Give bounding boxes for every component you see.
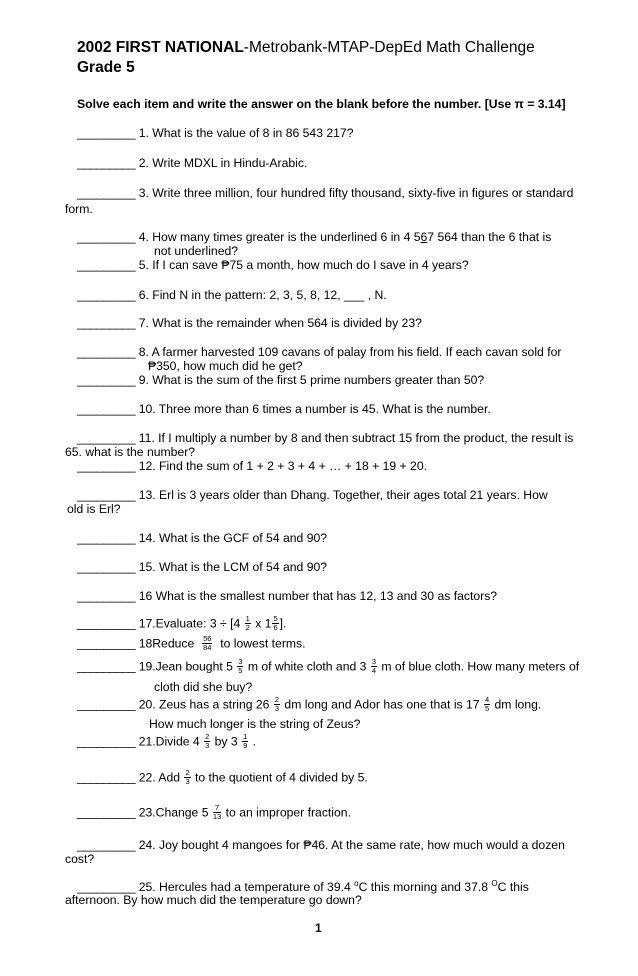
question-4 — [77, 230, 551, 244]
question-text-cont: to lowest terms. — [220, 636, 306, 651]
fraction-denominator: 2 — [245, 623, 250, 632]
answer-blank: _________ — [77, 345, 136, 359]
answer-blank: _________ — [77, 316, 136, 330]
answer-blank: _________ — [77, 431, 136, 445]
answer-blank: _________ — [77, 770, 136, 785]
answer-blank: _________ — [77, 156, 136, 170]
question-text-end: dm long. — [494, 697, 542, 712]
question-7 — [77, 316, 422, 330]
question-25-cont: afternoon. By how much did the temperature go down? — [65, 893, 362, 907]
question-text: 19.Jean bought 5 — [138, 659, 233, 674]
fraction-denominator: 3 — [185, 777, 190, 786]
question-text-cont: C this morning and 37.8 — [358, 880, 489, 895]
question-text-cont: by 3 — [214, 734, 238, 749]
question-text: 14. What is the GCF of 54 and 90? — [138, 531, 328, 545]
title-bold: 2002 FIRST NATIONAL — [77, 39, 244, 56]
question-6 — [77, 288, 387, 302]
question-13-cont: old is Erl? — [67, 502, 121, 516]
fraction — [237, 658, 243, 675]
fraction-denominator: 5 — [484, 704, 490, 713]
question-5 — [77, 258, 469, 272]
fraction-denominator: 9 — [243, 741, 248, 750]
question-text-end: . — [252, 734, 257, 749]
question-23 — [77, 805, 351, 822]
question-text: 15. What is the LCM of 54 and 90? — [138, 560, 328, 574]
fraction-numerator: 1 — [245, 614, 250, 623]
question-text: 3. Write three million, four hundred fifty thousand, sixty-five in figures or standard — [138, 186, 574, 200]
question-19 — [77, 659, 579, 676]
question-25 — [77, 879, 529, 894]
fraction-denominator: 3 — [274, 704, 280, 713]
question-text-cont: x 1 — [255, 616, 272, 631]
fraction-numerator: 2 — [185, 768, 190, 777]
question-text: 4. How many times greater is the underlined 6 in 4 5 — [138, 230, 421, 244]
fraction — [484, 696, 490, 713]
answer-blank: _________ — [77, 589, 136, 603]
title-rest: -Metrobank-MTAP-DepEd Math Challenge — [243, 39, 535, 56]
fraction-denominator: 13 — [212, 812, 222, 821]
answer-blank: _________ — [77, 373, 136, 387]
answer-blank: _________ — [77, 459, 136, 473]
question-text: 10. Three more than 6 times a number is 45. What is the number. — [138, 402, 491, 416]
question-text: 22. Add — [138, 770, 181, 785]
answer-blank: _________ — [77, 186, 136, 200]
question-11-cont: 65. what is the number? — [65, 445, 196, 459]
question-text: 7. What is the remainder when 564 is divided by 23? — [138, 316, 422, 330]
answer-blank: _________ — [77, 805, 136, 820]
question-4-cont: not underlined? — [154, 244, 239, 258]
answer-blank: _________ — [77, 488, 136, 502]
fraction — [202, 635, 212, 652]
question-11 — [77, 431, 573, 445]
question-3 — [77, 186, 573, 200]
question-24-cont: cost? — [65, 852, 95, 866]
fraction — [204, 733, 210, 750]
fraction-numerator: 3 — [371, 657, 376, 666]
fraction-numerator: 2 — [205, 732, 210, 741]
question-12 — [77, 459, 427, 473]
question-13 — [77, 488, 548, 502]
question-text: 8. A farmer harvested 109 cavans of palay from his field. If each cavan sold for — [138, 345, 562, 359]
answer-blank: _________ — [77, 697, 136, 712]
question-19-cont: cloth did she buy? — [154, 680, 253, 694]
question-text: 24. Joy bought 4 mangoes for ₱46. At the same rate, how much would a dozen — [138, 838, 565, 852]
question-text-end: ]. — [279, 616, 287, 631]
answer-blank: _________ — [77, 402, 136, 416]
fraction-numerator: 2 — [274, 695, 280, 704]
question-14 — [77, 531, 327, 545]
fraction-numerator: 56 — [203, 634, 212, 643]
page-number: 1 — [315, 921, 322, 935]
degree-mark: o — [354, 879, 359, 888]
question-text: 6. Find N in the pattern: 2, 3, 5, 8, 12, ___ , N. — [138, 288, 387, 302]
fraction-denominator: 4 — [371, 666, 376, 675]
fraction-numerator: 3 — [238, 657, 243, 666]
answer-blank: _________ — [77, 659, 136, 674]
question-text: 13. Erl is 3 years older than Dhang. Together, their ages total 21 years. How — [138, 488, 548, 502]
question-text-end: m of blue cloth. How many meters of — [381, 659, 580, 674]
fraction — [245, 615, 251, 632]
question-text: 16 What is the smallest number that has 12, 13 and 30 as factors? — [138, 589, 498, 603]
fraction-denominator: 6 — [273, 623, 278, 632]
question-21 — [77, 734, 256, 751]
question-9 — [77, 373, 484, 387]
page-title — [77, 39, 535, 57]
question-text: 1. What is the value of 8 in 86 543 217? — [138, 126, 354, 140]
answer-blank: _________ — [77, 531, 136, 545]
fraction — [371, 658, 377, 675]
question-8-cont: ₱350, how much did he get? — [148, 359, 303, 373]
answer-blank: _________ — [77, 838, 136, 852]
question-text: 18Reduce — [138, 636, 195, 651]
fraction — [272, 615, 278, 632]
answer-blank: _________ — [77, 288, 136, 302]
question-text: 12. Find the sum of 1 + 2 + 3 + 4 + … + 18 + 19 + 20. — [138, 459, 427, 473]
question-15 — [77, 560, 327, 574]
answer-blank: _________ — [77, 126, 136, 140]
answer-blank: _________ — [77, 560, 136, 574]
fraction-numerator: 5 — [273, 614, 278, 623]
instructions: Solve each item and write the answer on the blank before the number. [Use π = 3.14] — [77, 97, 566, 111]
answer-blank: _________ — [77, 616, 136, 631]
question-text-cont: dm long and Ador has one that is 17 — [284, 697, 480, 712]
question-17 — [77, 616, 286, 633]
fraction — [242, 733, 248, 750]
question-text: 23.Change 5 — [138, 805, 209, 820]
answer-blank: _________ — [77, 880, 136, 895]
fraction-numerator: 1 — [243, 732, 248, 741]
underlined-digit: 6 — [420, 230, 428, 244]
fraction-denominator: 84 — [203, 643, 212, 652]
fraction — [274, 696, 280, 713]
question-10 — [77, 402, 491, 416]
question-text: 11. If I multiply a number by 8 and then subtract 15 from the product, the result is — [138, 431, 574, 445]
answer-blank: _________ — [77, 230, 136, 244]
question-text: 25. Hercules had a temperature of 39.4 — [138, 880, 351, 895]
question-20 — [77, 697, 541, 714]
question-24 — [77, 838, 565, 852]
question-text: 2. Write MDXL in Hindu-Arabic. — [138, 156, 308, 170]
question-text-cont: to the quotient of 4 divided by 5. — [195, 770, 368, 785]
degree-mark: O — [491, 879, 498, 888]
question-text: 9. What is the sum of the first 5 prime numbers greater than 50? — [138, 373, 485, 387]
question-8 — [77, 345, 561, 359]
fraction-numerator: 4 — [484, 695, 490, 704]
question-1 — [77, 126, 353, 140]
question-text: 20. Zeus has a string 26 — [138, 697, 270, 712]
question-18 — [77, 636, 306, 653]
answer-blank: _________ — [77, 734, 136, 749]
fraction — [213, 804, 221, 821]
question-text: 17.Evaluate: 3 ÷ [4 — [138, 616, 241, 631]
question-22 — [77, 770, 368, 787]
fraction-denominator: 3 — [205, 741, 210, 750]
fraction-denominator: 5 — [238, 666, 243, 675]
fraction — [184, 769, 190, 786]
question-16 — [77, 589, 497, 603]
question-20-cont: How much longer is the string of Zeus? — [149, 717, 361, 731]
question-text-cont: to an improper fraction. — [225, 805, 351, 820]
grade-label: Grade 5 — [77, 59, 135, 76]
answer-blank: _________ — [77, 258, 136, 272]
answer-blank: _________ — [77, 636, 136, 651]
question-text: 5. If I can save ₱75 a month, how much do I save in 4 years? — [138, 258, 469, 272]
question-3-cont: form. — [65, 202, 93, 216]
question-text-end: C this — [497, 880, 529, 895]
question-text-cont: m of white cloth and 3 — [247, 659, 367, 674]
fraction-numerator: 7 — [213, 804, 221, 813]
question-text: 21.Divide 4 — [138, 734, 200, 749]
question-2 — [77, 156, 307, 170]
question-text-cont: 7 564 than the 6 that is — [427, 230, 552, 244]
